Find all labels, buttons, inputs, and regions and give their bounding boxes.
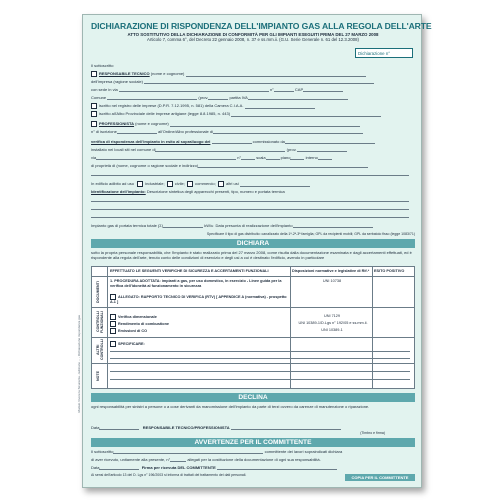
ordine-field[interactable] — [213, 129, 363, 134]
note-line-1[interactable] — [110, 371, 410, 372]
row-label-documenti: DOCUMENTI — [96, 281, 100, 303]
dichiara-band: DICHIARA — [91, 239, 415, 248]
scala-field[interactable] — [266, 155, 280, 160]
note-line-2[interactable] — [110, 379, 410, 380]
proprieta-row: di proprietà di (nome, cognome o ragione sociale e indirizzo) — [91, 163, 415, 168]
proprieta-row-2 — [91, 171, 415, 176]
uso-civile-checkbox[interactable] — [167, 181, 173, 187]
via-field[interactable] — [96, 155, 236, 160]
responsabile-row: RESPONSABILE TECNICO (nome e cognome) — [91, 71, 415, 77]
form-subtitle: ATTO SOSTITUTIVO DELLA DICHIARAZIONE DI CONFORMITÀ PER GLI IMPIANTI ESEGUITI PRIMA DEL 27 MARZO 2008 — [127, 32, 379, 37]
portata-field[interactable] — [163, 223, 203, 228]
row-label-controlli: CONTROLLI FUNZIONALI — [96, 311, 104, 333]
installato-prov-field[interactable] — [297, 147, 347, 152]
prov-field[interactable] — [208, 95, 228, 100]
sottoscritto-row: Il sottoscritto — [91, 63, 114, 68]
specificare-line-1[interactable] — [110, 351, 410, 352]
altri-usi-field[interactable] — [240, 182, 310, 187]
sede-field[interactable] — [119, 87, 269, 92]
row-label-altri: ALTRI CONTROLLI — [96, 339, 104, 361]
committente-name-field[interactable] — [113, 449, 263, 454]
descrizione-field-2[interactable] — [91, 205, 409, 210]
form-law-reference: Articolo 7, comma 6°, del Decreto 22 gennaio 2008, n. 37 e ss.mm.ii. (G.U. Serie Generale n. 61 del 12.3.2008) — [147, 37, 359, 42]
uso-commercio-checkbox[interactable] — [187, 181, 193, 187]
signature-row: Data RESPONSABILE TECNICO/PROFESSIONISTA — [91, 425, 415, 430]
descrizione-field-3[interactable] — [91, 213, 409, 218]
iscrizione-field[interactable] — [117, 129, 157, 134]
row-label-note: NOTE — [96, 371, 100, 381]
table-item-verifica-dimensionale: Verifica dimensionale — [110, 314, 288, 320]
verifica-row: verifica di rispondenza dell'impianto in esito al sopralluogo del commissionato da — [91, 139, 415, 144]
uso-row: In edificio adibito ad uso industriale; civile; commercio; altri usi — [91, 181, 415, 187]
cap-field[interactable] — [303, 87, 343, 92]
form-sheet — [77, 14, 432, 488]
descrizione-line-1 — [91, 197, 415, 202]
table-norm-verifica-dimensionale: UNI 7129 — [323, 314, 341, 318]
interno-field[interactable] — [318, 155, 332, 160]
avvertenze-band: AVVERTENZE PER IL COMMITTENTE — [91, 438, 415, 447]
data-realizzazione-field[interactable] — [293, 223, 373, 228]
indirizzo-row: via n° scala piano interno — [91, 155, 415, 160]
avvertenze-footnote: Ai sensi dell'articolo 13 del D. Lgs n° 196/2003 si informa di trattati del trattamento dei dati personali. — [91, 473, 247, 477]
piva-field[interactable] — [248, 95, 348, 100]
signature-field[interactable] — [231, 425, 341, 430]
table-item-specificare: SPECIFICARE: — [110, 341, 288, 347]
portata-row: Impianto gas di portata termica totale (Σ) kW/u Data presunta di realizzazione dell'impianto — [91, 223, 415, 228]
verification-table — [91, 266, 415, 389]
avvertenze-firma-row: Data Firma per ricevuta DEL COMMITTENTE — [91, 465, 415, 470]
specificare-checkbox[interactable] — [110, 341, 116, 347]
albo-row: iscritto all'Albo Provinciale delle imprese artigiane (legge 8.8.1985, n. 443) — [91, 111, 415, 117]
commissionato-field[interactable] — [285, 139, 375, 144]
allegati-count-field[interactable] — [170, 457, 186, 462]
installato-comune-field[interactable] — [155, 147, 285, 152]
timbro-label: (Timbro e firma) — [360, 431, 385, 435]
emissioni-checkbox[interactable] — [110, 328, 116, 334]
form-title: DICHIARAZIONE DI RISPONDENZA DELL'IMPIANTO GAS ALLA REGOLA DELL'ARTE — [91, 21, 432, 31]
impresa-field[interactable] — [144, 79, 374, 84]
proprieta-field-2[interactable] — [91, 171, 409, 176]
professionista-name-field[interactable] — [170, 122, 360, 127]
declina-text: ogni responsabilità per sinistri a persone o a cose derivanti da manomissione dell'impianto da parte di terzi ovvero da carenze di manutenzione o riparazione. — [91, 404, 370, 409]
table-item-rendimento: Rendimento di combustione — [110, 321, 288, 327]
registro-field[interactable] — [245, 104, 315, 109]
declina-band: DECLINA — [91, 393, 415, 402]
table-header-verifiche: EFFETTUATO LE SEGUENTI VERIFICHE DI SICUREZZA E ACCERTAMENTI FUNZIONALI — [110, 269, 269, 273]
table-norm-rendimento: UNI 10389-1/D.Lgs n° 192/05 e ss.mm.ii. — [298, 321, 368, 325]
registro-row: iscritto nel registro delle imprese (D.P.R. 7.12.1995, n. 581) della Camera C.I.A.A. — [91, 103, 415, 109]
responsabile-checkbox[interactable] — [91, 71, 97, 77]
professionista-checkbox[interactable] — [91, 121, 97, 127]
numero-field[interactable] — [241, 155, 255, 160]
piano-field[interactable] — [290, 155, 304, 160]
proprieta-field[interactable] — [198, 163, 368, 168]
verifica-dimensionale-checkbox[interactable] — [110, 314, 116, 320]
signature-date-field[interactable] — [99, 425, 139, 430]
table-norm-emissioni: UNI 10389-1 — [321, 328, 343, 332]
dichiara-text: sotto la propria personale responsabilità, che l'impianto è stato realizzato prima del 27 marzo 2008, come risulta dalla documentazione esaminata e dagli accertamenti effettuati, ed è rispondente alla regola dell'arte, tenuto conto delle condizioni di esercizio e degli usi a cui è destinato l'edificio, avendo in particolare — [91, 250, 412, 260]
rendimento-checkbox[interactable] — [110, 321, 116, 327]
table-header-esito: ESITO POSITIVO — [374, 269, 405, 273]
sopralluogo-date-field[interactable] — [212, 139, 252, 144]
installato-row: installato nei locali siti nel comune di (prov. — [91, 147, 415, 152]
table-header-norme: Disposizioni normative e legislative di Rif.* — [292, 269, 370, 273]
avvertenze-sottoscritto-row: Il sottoscritto committente dei lavori sopraindicati dichiara — [91, 449, 343, 454]
table-norm-procedura: UNI 10738 — [322, 279, 342, 283]
registro-checkbox[interactable] — [91, 103, 97, 109]
form-content — [91, 21, 432, 481]
sede-row: con sede in via n° CAP — [91, 87, 415, 92]
descrizione-line-2 — [91, 205, 415, 210]
margin-print: Modulo Vivere la Sicurezza - Edizione ... - Dichiarazione rispondenza gas — [77, 315, 81, 413]
descrizione-field-1[interactable] — [91, 197, 409, 202]
professionista-row: PROFESSIONISTA (nome e cognome) — [91, 121, 415, 127]
identificazione-row: Identificazione dell'impianto: Descrizione sintetica degli apparecchi presenti, tipo, numero e portata termica — [91, 189, 285, 194]
table-item-allegato: ALLEGATO: RAPPORTO TECNICO DI VERIFICA (RTV) [ APPENDICE A (normativa) - prospetto A.1 ] — [110, 295, 287, 304]
uso-altri-checkbox[interactable] — [218, 181, 224, 187]
sede-number-field[interactable] — [274, 87, 294, 92]
copy-label: COPIA PER IL COMMITTENTE — [345, 474, 415, 481]
comune-field[interactable] — [107, 95, 197, 100]
table-item-emissioni: Emissioni di CO — [110, 328, 288, 334]
albo-field[interactable] — [231, 112, 381, 117]
iscrizione-row: n° di iscrizione all'Ordine/Albo professionale di — [91, 129, 415, 134]
committente-date-field[interactable] — [99, 465, 139, 470]
table-item-procedura: 1. PROCEDURA ADOTTATA: impianti a gas, per uso domestico, in esercizio - Linee guida per la verifica dell'idoneità al funzionamento in sicurezza — [110, 279, 282, 288]
nome-cognome-field[interactable] — [186, 72, 366, 77]
uso-industriale-checkbox[interactable] — [137, 181, 143, 187]
committente-signature-field[interactable] — [217, 465, 337, 470]
impresa-row: dell'impresa (ragione sociale) — [91, 79, 415, 84]
specificare-note: Specificare il tipo di gas distribuito: canalizzato della 1ª-2ª-3ª famiglia; GPL da recipienti mobili; GPL da serbatoio fisso (legge 1083/71) — [206, 232, 415, 236]
comune-row: Comune (prov. partita IVA — [91, 95, 415, 100]
albo-checkbox[interactable] — [91, 111, 97, 117]
avvertenze-allegati-row: di aver ricevuto, unitamente alla presente, n° allegati per la costituzione della documentazione di ogni sua responsabilità. — [91, 457, 321, 462]
descrizione-line-3 — [91, 213, 415, 218]
specificare-line-2[interactable] — [110, 358, 410, 359]
dichiarazione-number-field[interactable]: Dichiarazione n° — [355, 48, 413, 58]
